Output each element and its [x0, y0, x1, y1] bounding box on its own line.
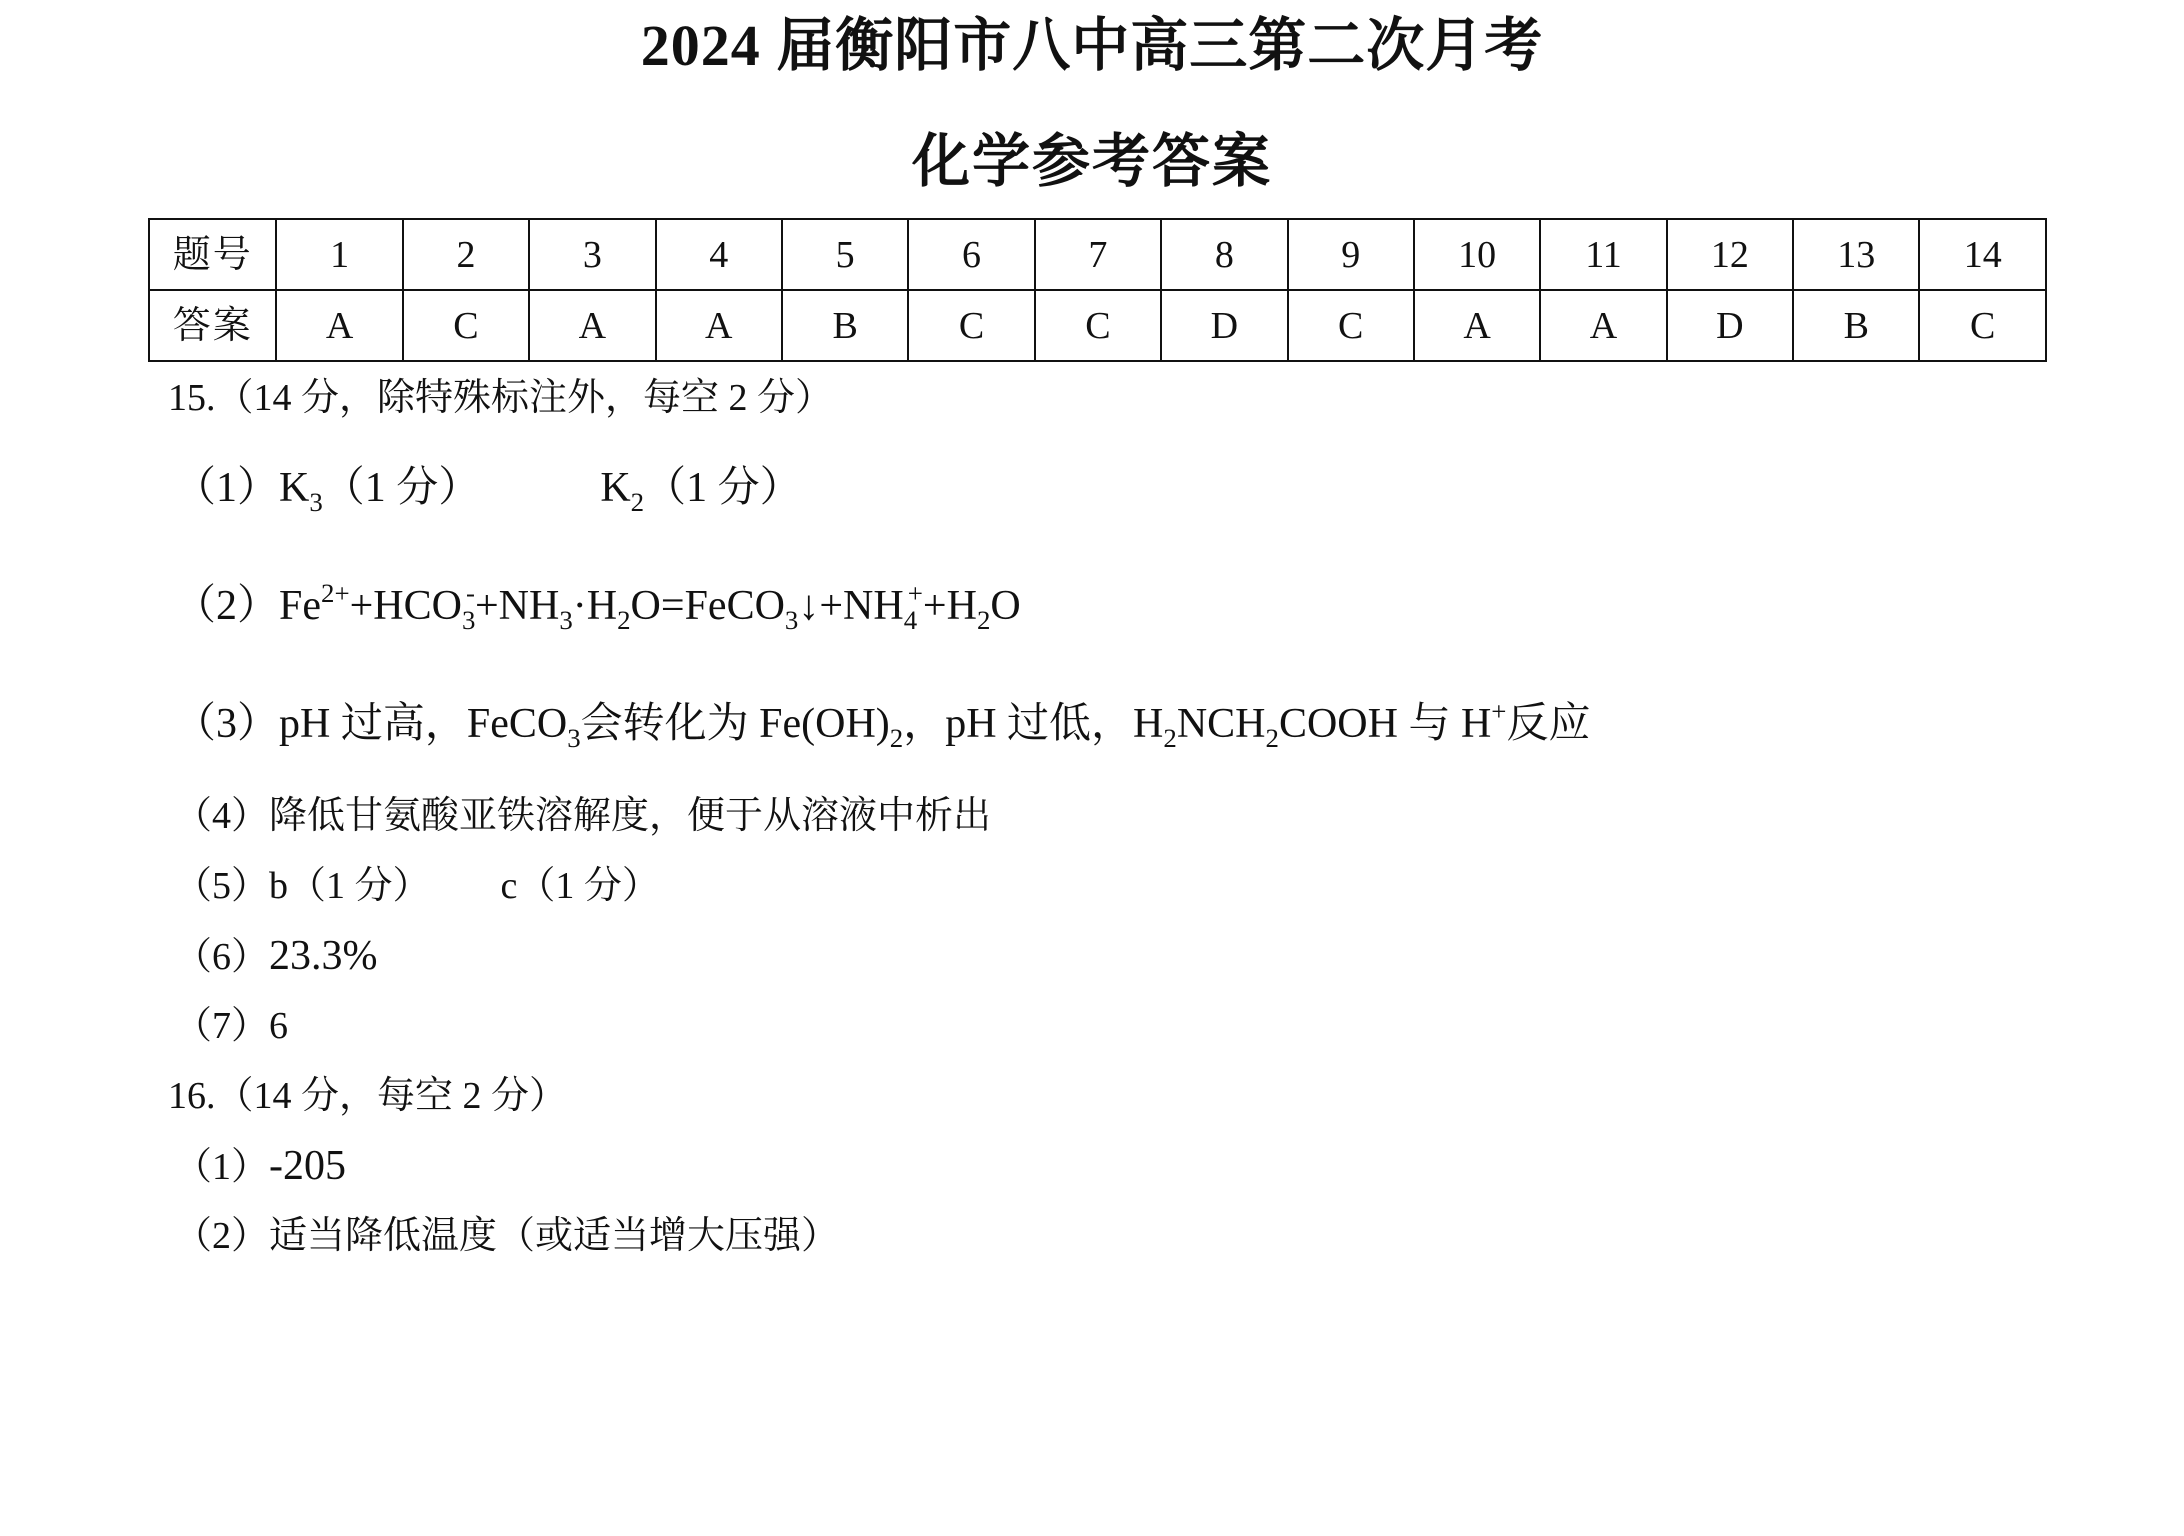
- question-number-cell: 5: [782, 219, 908, 290]
- q15-part7-answer: 6: [269, 1005, 289, 1047]
- question-number-cell: 1: [276, 219, 402, 290]
- q16-part1: [174, 1138, 346, 1195]
- formula-subscript: 3: [462, 605, 476, 636]
- question-number-cell: 4: [656, 219, 782, 290]
- formula-text: +NH: [474, 583, 560, 629]
- question-number-cell: 11: [1540, 219, 1666, 290]
- q16-part2: [174, 1210, 839, 1262]
- answer-cell: A: [656, 290, 782, 361]
- q16-part2-label: （2）: [174, 1215, 270, 1257]
- formula-superscript: +: [907, 578, 923, 609]
- formula-subscript: 3: [784, 605, 799, 636]
- q15-part1-answer-a: [279, 460, 480, 516]
- answer-header: 答案: [149, 290, 276, 361]
- q15-part4-label: （4）: [174, 795, 270, 837]
- q15-part5-answer-a: b（1 分）: [269, 865, 431, 907]
- formula-text: ↓+NH: [798, 583, 904, 629]
- q16-part2-answer: 适当降低温度（或适当增大压强）: [269, 1215, 840, 1257]
- formula-text: O=FeCO: [630, 583, 785, 629]
- formula-subscript: 2: [1163, 723, 1177, 754]
- answer-table: [148, 218, 2047, 362]
- q15-part6-answer: 23.3%: [269, 933, 378, 979]
- q15-part4: [174, 790, 991, 842]
- formula-superscript: 2+: [321, 578, 350, 609]
- answer-cell: C: [1035, 290, 1161, 361]
- answer-cell: C: [1919, 290, 2046, 361]
- answer-cell: A: [529, 290, 655, 361]
- answer-text: ，pH 过低，H: [903, 701, 1164, 747]
- answer-cell: A: [276, 290, 402, 361]
- question-number-cell: 8: [1161, 219, 1287, 290]
- formula-subscript: 3: [559, 605, 573, 636]
- answer-cell: D: [1161, 290, 1287, 361]
- formula-subscript: 2: [617, 605, 631, 636]
- answer-cell: D: [1667, 290, 1793, 361]
- q15-part6-label: （6）: [174, 936, 270, 978]
- question-number-cell: 7: [1035, 219, 1161, 290]
- answer-cell: C: [1288, 290, 1414, 361]
- answer-text: pH 过高，FeCO: [279, 701, 568, 747]
- formula-text: K: [600, 465, 631, 511]
- formula-text: K: [279, 465, 310, 511]
- answer-cell: B: [782, 290, 908, 361]
- q16-part1-answer: -205: [269, 1143, 347, 1189]
- answer-row: [149, 290, 2046, 361]
- question-number-cell: 3: [529, 219, 655, 290]
- q15-part1-label: （1）: [174, 465, 280, 511]
- question-number-cell: 10: [1414, 219, 1540, 290]
- answer-cell: A: [1414, 290, 1540, 361]
- question-number-cell: 6: [908, 219, 1034, 290]
- question-number-header: 题号: [149, 219, 276, 290]
- page-title: 2024 届衡阳市八中高三第二次月考: [640, 13, 1544, 78]
- answer-cell: B: [1793, 290, 1919, 361]
- q15-part6: [174, 928, 378, 985]
- q15-part7: [174, 1000, 288, 1052]
- formula-subscript: 4: [903, 605, 918, 636]
- q15-part5-answer-b: c（1 分）: [500, 865, 660, 907]
- q15-part2-equation: [279, 578, 1021, 636]
- q15-part7-label: （7）: [174, 1005, 270, 1047]
- score-note: （1 分）: [644, 465, 802, 511]
- formula-subscript: 2: [976, 605, 991, 636]
- q15-part2: [174, 578, 1021, 634]
- formula-subscript: 3: [567, 723, 581, 754]
- q15-part5-label: （5）: [174, 865, 270, 907]
- score-note: （1 分）: [322, 465, 481, 511]
- page-subtitle: 化学参考答案: [911, 129, 1272, 194]
- formula-text: Fe: [279, 583, 322, 629]
- answer-text: COOH 与 H: [1278, 701, 1492, 747]
- answer-cell: C: [403, 290, 529, 361]
- formula-superscript: -: [466, 578, 475, 609]
- answer-text: 会转化为 Fe(OH): [580, 701, 890, 747]
- question-number-cell: 13: [1793, 219, 1919, 290]
- q16-heading: 16.（14 分，每空 2 分）: [168, 1075, 568, 1117]
- q15-heading: 15.（14 分，除特殊标注外，每空 2 分）: [168, 377, 834, 419]
- q15-part3-answer: [279, 696, 1591, 754]
- formula-superscript: +: [1491, 696, 1507, 727]
- formula-subscript: 3: [309, 487, 323, 518]
- formula-text: O: [990, 583, 1021, 629]
- q16-part1-label: （1）: [174, 1146, 270, 1188]
- answer-cell: A: [1540, 290, 1666, 361]
- q15-part3: [174, 696, 1590, 752]
- q15-part2-label: （2）: [174, 583, 280, 629]
- q15-part4-answer: 降低甘氨酸亚铁溶解度，便于从溶液中析出: [269, 795, 992, 837]
- question-number-cell: 2: [403, 219, 529, 290]
- q15-part3-label: （3）: [174, 701, 280, 747]
- formula-text: ·H: [572, 583, 618, 629]
- q15-part1-answer-b: [600, 460, 801, 516]
- question-number-cell: 14: [1919, 219, 2046, 290]
- q15-part5: [174, 860, 660, 912]
- q15-part1: [174, 460, 802, 516]
- formula-text: +H: [922, 583, 977, 629]
- question-number-cell: 9: [1288, 219, 1414, 290]
- answer-text: NCH: [1176, 701, 1266, 747]
- formula-subscript: 2: [630, 487, 645, 518]
- formula-text: +HCO: [349, 583, 462, 629]
- question-number-cell: 12: [1667, 219, 1793, 290]
- answer-cell: C: [908, 290, 1034, 361]
- question-number-row: [149, 219, 2046, 290]
- formula-subscript: 2: [1265, 723, 1279, 754]
- formula-subscript: 2: [889, 723, 904, 754]
- answer-text: 反应: [1506, 701, 1591, 747]
